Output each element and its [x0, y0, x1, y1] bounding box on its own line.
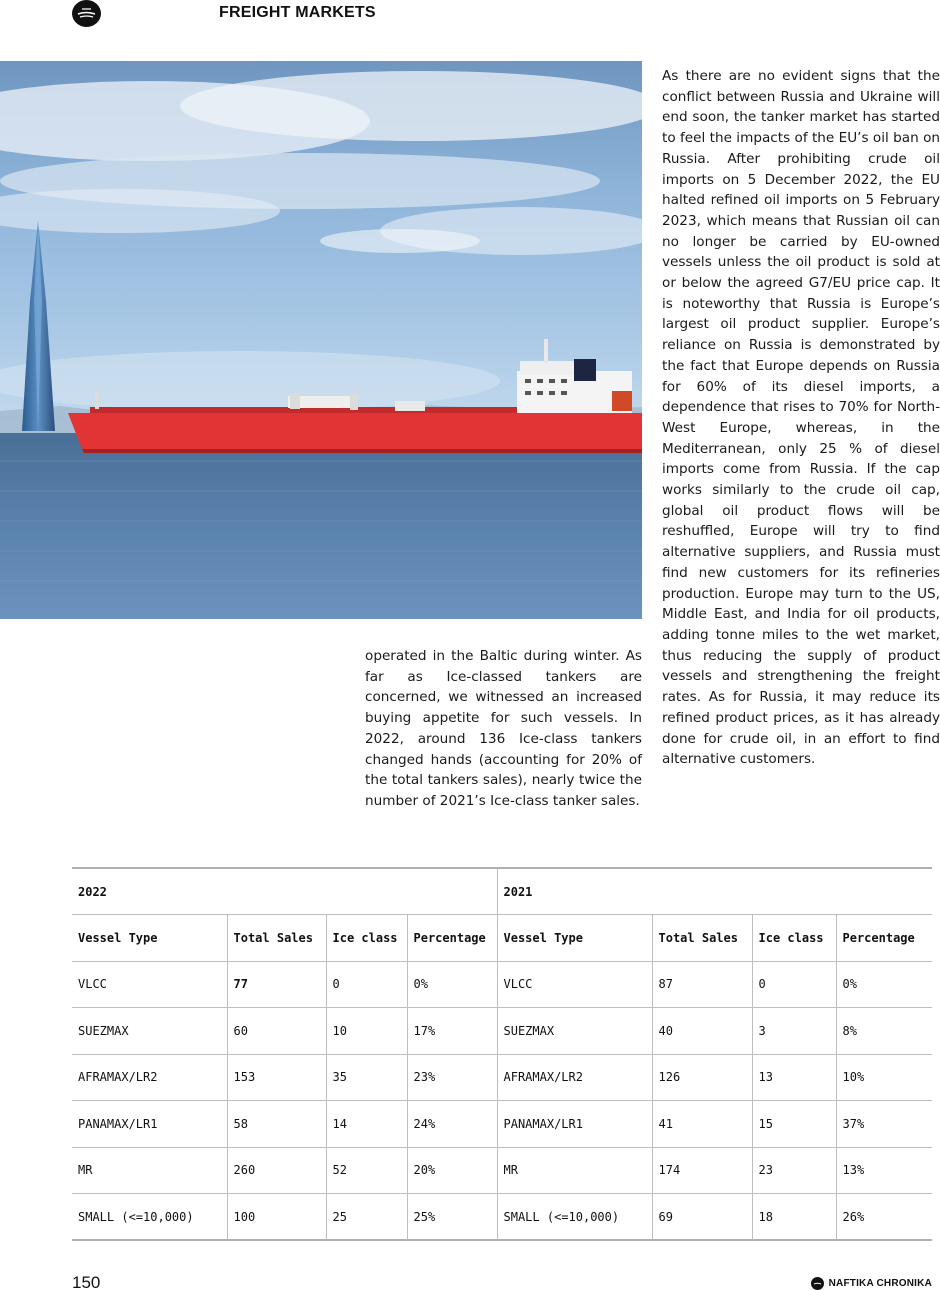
article-middle-column: operated in the Baltic during winter. As far as Ice-classed tankers are concerned, we witnessed an increased buying appetite for such vessels. In 2022, around 136 Ice-class tankers changed hands (accounting for 20% of the total tankers sales), nearly twice the number of 2021’s Ice-class tanker sales.	[365, 648, 642, 809]
column-header: Percentage	[407, 915, 497, 962]
ship-wave-logo-icon	[72, 0, 101, 27]
column-header: Vessel Type	[72, 915, 227, 962]
table-cell: 13%	[836, 1147, 932, 1194]
column-header: Ice class	[326, 915, 407, 962]
table-cell: 174	[652, 1147, 752, 1194]
table-cell: 77	[227, 961, 326, 1008]
table-cell: 0	[326, 961, 407, 1008]
naftika-logo-icon	[811, 1277, 824, 1290]
table-cell: MR	[72, 1147, 227, 1194]
table-cell: 0%	[407, 961, 497, 1008]
page-number: 150	[72, 1273, 101, 1291]
table-cell: 18	[752, 1194, 836, 1241]
table-cell: 8%	[836, 1008, 932, 1055]
table-cell: SMALL (<=10,000)	[72, 1194, 227, 1241]
table-cell: VLCC	[497, 961, 652, 1008]
column-header: Percentage	[836, 915, 932, 962]
table-cell: 3	[752, 1008, 836, 1055]
table-cell: 24%	[407, 1101, 497, 1148]
table-cell: AFRAMAX/LR2	[72, 1054, 227, 1101]
column-header: Ice class	[752, 915, 836, 962]
table-row	[72, 961, 932, 1008]
table-cell: 35	[326, 1054, 407, 1101]
table-cell: 17%	[407, 1008, 497, 1055]
table-cell: 0%	[836, 961, 932, 1008]
publication-brand	[811, 1277, 932, 1290]
table-cell: 25%	[407, 1194, 497, 1241]
table-cell: 58	[227, 1101, 326, 1148]
table-cell: 87	[652, 961, 752, 1008]
table-row	[72, 1147, 932, 1194]
column-header: Vessel Type	[497, 915, 652, 962]
table-cell: 20%	[407, 1147, 497, 1194]
year-2022-header: 2022	[72, 868, 497, 915]
brand-name: NAFTIKA CHRONIKA	[828, 1278, 932, 1289]
table-cell: 69	[652, 1194, 752, 1241]
red-tanker-ship-photo	[0, 61, 642, 619]
table-cell: 153	[227, 1054, 326, 1101]
tanker-sales-table	[72, 867, 932, 1241]
table-cell: 23	[752, 1147, 836, 1194]
table-cell: 100	[227, 1194, 326, 1241]
table-cell: 10	[326, 1008, 407, 1055]
table-cell: MR	[497, 1147, 652, 1194]
table-cell: SMALL (<=10,000)	[497, 1194, 652, 1241]
table-cell: PANAMAX/LR1	[72, 1101, 227, 1148]
table-row	[72, 1054, 932, 1101]
table-cell: 25	[326, 1194, 407, 1241]
year-2021-header: 2021	[497, 868, 932, 915]
table-cell: 126	[652, 1054, 752, 1101]
table-cell: 60	[227, 1008, 326, 1055]
table-cell: 37%	[836, 1101, 932, 1148]
table-row	[72, 1008, 932, 1055]
table-cell: 0	[752, 961, 836, 1008]
table-cell: 14	[326, 1101, 407, 1148]
table-cell: 10%	[836, 1054, 932, 1101]
table-header-row	[72, 915, 932, 962]
table-year-row	[72, 868, 932, 915]
table-cell: 40	[652, 1008, 752, 1055]
table-cell: AFRAMAX/LR2	[497, 1054, 652, 1101]
column-header: Total Sales	[652, 915, 752, 962]
table-cell: 41	[652, 1101, 752, 1148]
table-cell: 15	[752, 1101, 836, 1148]
table-cell: 260	[227, 1147, 326, 1194]
column-header: Total Sales	[227, 915, 326, 962]
table-cell: 52	[326, 1147, 407, 1194]
table-cell: 13	[752, 1054, 836, 1101]
table-cell: 26%	[836, 1194, 932, 1241]
table-row	[72, 1101, 932, 1148]
table-cell: 23%	[407, 1054, 497, 1101]
table-cell: SUEZMAX	[497, 1008, 652, 1055]
table-cell: SUEZMAX	[72, 1008, 227, 1055]
section-title: FREIGHT MARKETS	[219, 4, 376, 21]
table-row	[72, 1194, 932, 1241]
table-cell: VLCC	[72, 961, 227, 1008]
table-cell: PANAMAX/LR1	[497, 1101, 652, 1148]
article-right-column: As there are no evident signs that the conflict between Russia and Ukraine will end soon, the tanker market has started to feel the impacts of the EU’s oil ban on Russia. After prohibiting crude oil imports on 5 December 2022, the EU halted refined oil imports on 5 February 2023, which means that Russian oil can no longer be carried by EU-owned vessels unless the oil product is sold at or below the agreed G7/EU price cap. It is noteworthy that Russia is Europe’s largest oil product supplier. Europe’s reliance on Russia is demonstrated by the fact that Europe depends on Russia for 60% of its diesel imports, a dependence that rises to 70% for North-West Europe, whereas, in the Mediterranean, only 25 % of diesel imports come from Russia. If the cap works similarly to the crude oil cap, global oil product flows will be reshuffled, Europe will try to find alternative suppliers, and Russia must find new customers for its refineries production. Europe may turn to the US, Middle East, and India for oil products, adding tonne miles to the wet market, thus reducing the supply of product vessels and strengthening the freight rates. As for Russia, it may reduce its refined product prices, as it has already done for crude oil, in an effort to find alternative customers.	[662, 68, 940, 768]
